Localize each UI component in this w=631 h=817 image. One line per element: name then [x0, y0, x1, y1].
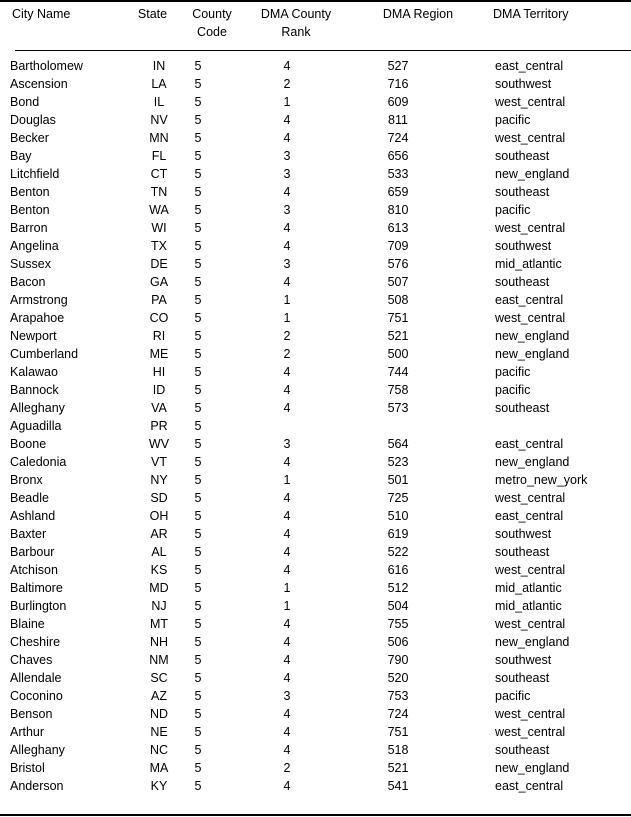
- county-code-cell: 5: [194, 689, 202, 703]
- county-code-cell: 5: [194, 221, 202, 235]
- county-code-cell: 5: [194, 59, 202, 73]
- dma-county-rank-cell: 1: [283, 599, 291, 613]
- dma-region-cell: 725: [387, 491, 409, 505]
- county-code-cell: 5: [194, 599, 202, 613]
- dma-territory-cell: metro_new_york: [495, 473, 588, 487]
- dma-territory-cell: southeast: [495, 149, 550, 163]
- dma-region-cell: 512: [387, 581, 409, 595]
- county-code-cell: 5: [194, 491, 202, 505]
- state-cell: IN: [152, 59, 166, 73]
- table-row: [0, 129, 631, 147]
- county-code-cell: 5: [194, 419, 202, 433]
- city-name-cell: Angelina: [10, 239, 59, 253]
- dma-region-cell: 523: [387, 455, 409, 469]
- table-row: [0, 651, 631, 669]
- table-row: [0, 327, 631, 345]
- dma-territory-cell: new_england: [495, 761, 570, 775]
- dma-county-rank-cell: 3: [283, 203, 291, 217]
- dma-county-rank-cell: 4: [283, 113, 291, 127]
- city-name-cell: Chaves: [10, 653, 53, 667]
- table-row: [0, 435, 631, 453]
- table-row: [0, 597, 631, 615]
- dma-county-rank-cell: 4: [283, 653, 291, 667]
- dma-region-cell: 573: [387, 401, 409, 415]
- state-cell: NM: [149, 653, 169, 667]
- state-cell: PR: [150, 419, 168, 433]
- dma-region-cell: 613: [387, 221, 409, 235]
- dma-county-rank-cell: 4: [283, 509, 291, 523]
- dma-county-rank-cell: 1: [283, 311, 291, 325]
- city-name-cell: Benton: [10, 185, 50, 199]
- dma-territory-cell: pacific: [495, 365, 531, 379]
- state-cell: TX: [151, 239, 167, 253]
- city-name-cell: Kalawao: [10, 365, 58, 379]
- table-top-rule: [0, 0, 631, 2]
- state-cell: MD: [149, 581, 169, 595]
- dma-county-rank-cell: 4: [283, 365, 291, 379]
- county-code-cell: 5: [194, 113, 202, 127]
- dma-county-rank-cell: 4: [283, 527, 291, 541]
- county-code-cell: 5: [194, 527, 202, 541]
- dma-territory-cell: pacific: [495, 383, 531, 397]
- column-header-county-code: [182, 5, 242, 41]
- dma-county-rank-cell: 4: [283, 383, 291, 397]
- state-cell: NY: [150, 473, 168, 487]
- state-cell: WA: [149, 203, 169, 217]
- dma-region-cell: 521: [387, 329, 409, 343]
- state-cell: SD: [150, 491, 168, 505]
- county-code-cell: 5: [194, 167, 202, 181]
- city-name-cell: Armstrong: [10, 293, 68, 307]
- dma-county-rank-cell: 4: [283, 491, 291, 505]
- state-cell: MT: [149, 617, 169, 631]
- dma-territory-cell: southeast: [495, 275, 550, 289]
- dma-territory-cell: west_central: [495, 491, 566, 505]
- state-cell: ME: [149, 347, 169, 361]
- state-cell: PA: [151, 293, 167, 307]
- dma-territory-cell: east_central: [495, 293, 564, 307]
- dma-territory-cell: pacific: [495, 203, 531, 217]
- table-row: [0, 507, 631, 525]
- dma-region-cell: 518: [387, 743, 409, 757]
- dma-territory-cell: new_england: [495, 455, 570, 469]
- city-name-cell: Anderson: [10, 779, 64, 793]
- dma-territory-cell: west_central: [495, 563, 566, 577]
- table-row: [0, 453, 631, 471]
- city-name-cell: Blaine: [10, 617, 45, 631]
- dma-region-cell: 521: [387, 761, 409, 775]
- table-row: [0, 345, 631, 363]
- dma-region-cell: 506: [387, 635, 409, 649]
- dma-county-rank-cell: 3: [283, 149, 291, 163]
- dma-county-rank-cell: 4: [283, 725, 291, 739]
- dma-region-cell: 541: [387, 779, 409, 793]
- city-name-cell: Bond: [10, 95, 40, 109]
- dma-region-cell: 527: [387, 59, 409, 73]
- dma-territory-cell: west_central: [495, 725, 566, 739]
- dma-region-cell: 751: [387, 725, 409, 739]
- dma-county-rank-cell: 2: [283, 77, 291, 91]
- county-code-cell: 5: [194, 77, 202, 91]
- dma-county-rank-cell: 4: [283, 707, 291, 721]
- table-row: [0, 273, 631, 291]
- table-header-row: [0, 5, 631, 49]
- county-code-cell: 5: [194, 671, 202, 685]
- dma-territory-cell: new_england: [495, 167, 570, 181]
- table-row: [0, 111, 631, 129]
- state-cell: RI: [152, 329, 166, 343]
- city-name-cell: Coconino: [10, 689, 63, 703]
- city-name-cell: Cumberland: [10, 347, 79, 361]
- dma-territory-cell: southwest: [495, 77, 552, 91]
- state-cell: HI: [152, 365, 166, 379]
- dma-territory-cell: pacific: [495, 689, 531, 703]
- dma-region-cell: 755: [387, 617, 409, 631]
- dma-county-rank-cell: 2: [283, 347, 291, 361]
- dma-territory-cell: west_central: [495, 131, 566, 145]
- city-name-cell: Atchison: [10, 563, 58, 577]
- county-code-cell: 5: [194, 563, 202, 577]
- dma-region-cell: 508: [387, 293, 409, 307]
- county-code-cell: 5: [194, 617, 202, 631]
- table-row: [0, 255, 631, 273]
- dma-region-cell: 810: [387, 203, 409, 217]
- column-header-county-code-line1: County: [192, 7, 232, 21]
- city-name-cell: Ascension: [10, 77, 68, 91]
- table-row: [0, 363, 631, 381]
- state-cell: KS: [150, 563, 168, 577]
- city-name-cell: Burlington: [10, 599, 67, 613]
- state-cell: SC: [150, 671, 168, 685]
- county-code-cell: 5: [194, 455, 202, 469]
- column-header-dma-county-rank-line1: DMA County: [260, 7, 332, 21]
- table-row: [0, 561, 631, 579]
- column-header-state: State: [137, 7, 168, 21]
- city-name-cell: Bartholomew: [10, 59, 83, 73]
- dma-region-cell: 564: [387, 437, 409, 451]
- dma-county-rank-cell: 4: [283, 275, 291, 289]
- table-row: [0, 669, 631, 687]
- dma-county-rank-cell: 4: [283, 617, 291, 631]
- city-name-cell: Alleghany: [10, 401, 65, 415]
- table-row: [0, 381, 631, 399]
- table-row: [0, 723, 631, 741]
- dma-region-cell: 659: [387, 185, 409, 199]
- county-code-cell: 5: [194, 743, 202, 757]
- city-name-cell: Bannock: [10, 383, 59, 397]
- city-name-cell: Arthur: [10, 725, 45, 739]
- county-code-cell: 5: [194, 653, 202, 667]
- city-name-cell: Bacon: [10, 275, 46, 289]
- state-cell: NJ: [151, 599, 167, 613]
- city-name-cell: Beadle: [10, 491, 49, 505]
- table-row: [0, 57, 631, 75]
- city-name-cell: Douglas: [10, 113, 56, 127]
- table-row: [0, 219, 631, 237]
- state-cell: IL: [153, 95, 165, 109]
- table-row: [0, 471, 631, 489]
- state-cell: MA: [149, 761, 169, 775]
- table-row: [0, 741, 631, 759]
- city-name-cell: Litchfield: [10, 167, 60, 181]
- dma-county-rank-cell: 2: [283, 761, 291, 775]
- table-row: [0, 237, 631, 255]
- table-row: [0, 93, 631, 111]
- state-cell: OH: [149, 509, 169, 523]
- dma-county-rank-cell: 4: [283, 563, 291, 577]
- dma-region-cell: 576: [387, 257, 409, 271]
- city-name-cell: Barron: [10, 221, 48, 235]
- county-code-cell: 5: [194, 761, 202, 775]
- dma-region-cell: 709: [387, 239, 409, 253]
- column-header-dma-county-rank: [251, 5, 341, 41]
- dma-region-cell: 504: [387, 599, 409, 613]
- dma-territory-cell: west_central: [495, 221, 566, 235]
- dma-county-rank-cell: 4: [283, 545, 291, 559]
- dma-territory-cell: new_england: [495, 347, 570, 361]
- dma-region-cell: 520: [387, 671, 409, 685]
- dma-territory-cell: southwest: [495, 653, 552, 667]
- state-cell: WI: [151, 221, 167, 235]
- dma-region-cell: 811: [388, 113, 408, 127]
- dma-county-rank-cell: 3: [283, 167, 291, 181]
- state-cell: NH: [149, 635, 169, 649]
- state-cell: AR: [150, 527, 168, 541]
- dma-region-cell: 533: [387, 167, 409, 181]
- dma-region-cell: 619: [387, 527, 409, 541]
- dma-region-cell: 758: [387, 383, 409, 397]
- city-name-cell: Newport: [10, 329, 57, 343]
- county-code-cell: 5: [194, 635, 202, 649]
- dma-county-rank-cell: 4: [283, 59, 291, 73]
- table-row: [0, 291, 631, 309]
- city-name-cell: Arapahoe: [10, 311, 65, 325]
- state-cell: NV: [150, 113, 168, 127]
- city-name-cell: Sussex: [10, 257, 51, 271]
- dma-county-rank-cell: 4: [283, 635, 291, 649]
- dma-territory-cell: southwest: [495, 239, 552, 253]
- county-code-cell: 5: [194, 275, 202, 289]
- table-row: [0, 417, 631, 435]
- city-name-cell: Boone: [10, 437, 47, 451]
- header-underline-rule: [15, 50, 631, 51]
- city-name-cell: Bronx: [10, 473, 43, 487]
- table-row: [0, 777, 631, 795]
- table-row: [0, 309, 631, 327]
- dma-region-cell: 744: [387, 365, 409, 379]
- dma-region-cell: 616: [387, 563, 409, 577]
- county-code-cell: 5: [194, 581, 202, 595]
- state-cell: AL: [151, 545, 167, 559]
- dma-territory-cell: southeast: [495, 743, 550, 757]
- table-row: [0, 399, 631, 417]
- county-code-cell: 5: [194, 401, 202, 415]
- table-row: [0, 687, 631, 705]
- state-cell: ID: [152, 383, 166, 397]
- county-code-cell: 5: [194, 725, 202, 739]
- dma-territory-cell: east_central: [495, 437, 564, 451]
- county-code-cell: 5: [194, 473, 202, 487]
- dma-county-rank-cell: 1: [283, 581, 291, 595]
- dma-county-rank-cell: 4: [283, 185, 291, 199]
- county-code-cell: 5: [194, 779, 202, 793]
- table-row: [0, 201, 631, 219]
- county-code-cell: 5: [194, 257, 202, 271]
- city-name-cell: Becker: [10, 131, 49, 145]
- table-row: [0, 165, 631, 183]
- county-code-cell: 5: [194, 131, 202, 145]
- table-row: [0, 705, 631, 723]
- dma-county-rank-cell: 4: [283, 455, 291, 469]
- dma-territory-cell: southeast: [495, 545, 550, 559]
- state-cell: AZ: [151, 689, 167, 703]
- dma-territory-cell: east_central: [495, 779, 564, 793]
- state-cell: MN: [149, 131, 169, 145]
- city-name-cell: Barbour: [10, 545, 55, 559]
- dma-territory-cell: west_central: [495, 95, 566, 109]
- city-name-cell: Ashland: [10, 509, 56, 523]
- city-name-cell: Benton: [10, 203, 50, 217]
- table-row: [0, 543, 631, 561]
- dma-county-rank-cell: 4: [283, 221, 291, 235]
- state-cell: TN: [150, 185, 168, 199]
- dma-region-cell: 522: [387, 545, 409, 559]
- county-code-cell: 5: [194, 185, 202, 199]
- dma-county-rank-cell: 4: [283, 401, 291, 415]
- column-header-dma-county-rank-line2: Rank: [281, 25, 311, 39]
- dma-county-rank-cell: 1: [283, 473, 291, 487]
- table-row: [0, 759, 631, 777]
- dma-territory-cell: mid_atlantic: [495, 581, 562, 595]
- city-name-cell: Aguadilla: [10, 419, 62, 433]
- column-header-dma-region: DMA Region: [382, 7, 454, 21]
- dma-region-cell: 716: [387, 77, 409, 91]
- dma-county-rank-cell: 3: [283, 257, 291, 271]
- dma-county-rank-cell: 2: [283, 329, 291, 343]
- county-code-cell: 5: [194, 509, 202, 523]
- dma-region-cell: 656: [387, 149, 409, 163]
- table-row: [0, 489, 631, 507]
- table-bottom-rule: [0, 814, 631, 816]
- state-cell: KY: [150, 779, 168, 793]
- dma-territory-cell: mid_atlantic: [495, 257, 562, 271]
- state-cell: VT: [151, 455, 167, 469]
- dma-territory-cell: west_central: [495, 617, 566, 631]
- state-cell: CO: [149, 311, 169, 325]
- county-code-cell: 5: [194, 329, 202, 343]
- table-row: [0, 579, 631, 597]
- table-row: [0, 615, 631, 633]
- dma-region-cell: 510: [387, 509, 409, 523]
- column-header-city-name: City Name: [12, 7, 71, 21]
- dma-region-cell: 753: [387, 689, 409, 703]
- dma-region-cell: 609: [387, 95, 409, 109]
- state-cell: CT: [150, 167, 168, 181]
- dma-territory-cell: west_central: [495, 311, 566, 325]
- county-code-cell: 5: [194, 707, 202, 721]
- state-cell: WV: [148, 437, 170, 451]
- dma-county-rank-cell: 1: [283, 293, 291, 307]
- county-code-cell: 5: [194, 347, 202, 361]
- dma-county-rank-cell: 4: [283, 743, 291, 757]
- state-cell: LA: [151, 77, 167, 91]
- city-name-cell: Benson: [10, 707, 53, 721]
- table-row: [0, 183, 631, 201]
- dma-region-cell: 724: [387, 707, 409, 721]
- dma-county-rank-cell: 4: [283, 671, 291, 685]
- column-header-county-code-line2: Code: [197, 25, 227, 39]
- dma-region-cell: 724: [387, 131, 409, 145]
- dma-county-rank-cell: 4: [283, 779, 291, 793]
- city-name-cell: Allendale: [10, 671, 62, 685]
- dma-territory-cell: southeast: [495, 185, 550, 199]
- dma-region-cell: 751: [387, 311, 409, 325]
- city-name-cell: Caledonia: [10, 455, 67, 469]
- dma-county-rank-cell: 1: [283, 95, 291, 109]
- dma-territory-cell: southeast: [495, 401, 550, 415]
- county-code-cell: 5: [194, 365, 202, 379]
- city-name-cell: Bristol: [10, 761, 45, 775]
- county-code-cell: 5: [194, 239, 202, 253]
- table-row: [0, 75, 631, 93]
- county-code-cell: 5: [194, 545, 202, 559]
- state-cell: ND: [149, 707, 169, 721]
- dma-county-rank-cell: 4: [283, 239, 291, 253]
- city-name-cell: Bay: [10, 149, 32, 163]
- county-code-cell: 5: [194, 293, 202, 307]
- state-cell: FL: [151, 149, 167, 163]
- dma-territory-cell: west_central: [495, 707, 566, 721]
- city-name-cell: Alleghany: [10, 743, 65, 757]
- dma-territory-cell: southeast: [495, 671, 550, 685]
- county-code-cell: 5: [194, 311, 202, 325]
- table-row: [0, 633, 631, 651]
- city-name-cell: Cheshire: [10, 635, 61, 649]
- county-code-cell: 5: [194, 383, 202, 397]
- state-cell: GA: [149, 275, 169, 289]
- dma-territory-cell: east_central: [495, 59, 564, 73]
- city-name-cell: Baxter: [10, 527, 47, 541]
- state-cell: VA: [151, 401, 167, 415]
- dma-territory-cell: mid_atlantic: [495, 599, 562, 613]
- dma-territory-cell: new_england: [495, 329, 570, 343]
- state-cell: NC: [149, 743, 169, 757]
- state-cell: NE: [150, 725, 168, 739]
- county-code-cell: 5: [194, 95, 202, 109]
- dma-territory-cell: new_england: [495, 635, 570, 649]
- county-code-cell: 5: [194, 149, 202, 163]
- dma-county-rank-cell: 3: [283, 689, 291, 703]
- dma-county-rank-cell: 3: [283, 437, 291, 451]
- table-row: [0, 147, 631, 165]
- city-name-cell: Baltimore: [10, 581, 63, 595]
- county-code-cell: 5: [194, 437, 202, 451]
- dma-region-cell: 501: [387, 473, 409, 487]
- dma-territory-cell: east_central: [495, 509, 564, 523]
- state-cell: DE: [150, 257, 168, 271]
- dma-territory-cell: southwest: [495, 527, 552, 541]
- dma-territory-cell: pacific: [495, 113, 531, 127]
- table-body: [0, 57, 631, 795]
- dma-region-cell: 507: [387, 275, 409, 289]
- county-code-cell: 5: [194, 203, 202, 217]
- dma-county-rank-cell: 4: [283, 131, 291, 145]
- dma-region-cell: 790: [387, 653, 409, 667]
- table-row: [0, 525, 631, 543]
- column-header-dma-territory: DMA Territory: [493, 7, 569, 21]
- dma-region-cell: 500: [387, 347, 409, 361]
